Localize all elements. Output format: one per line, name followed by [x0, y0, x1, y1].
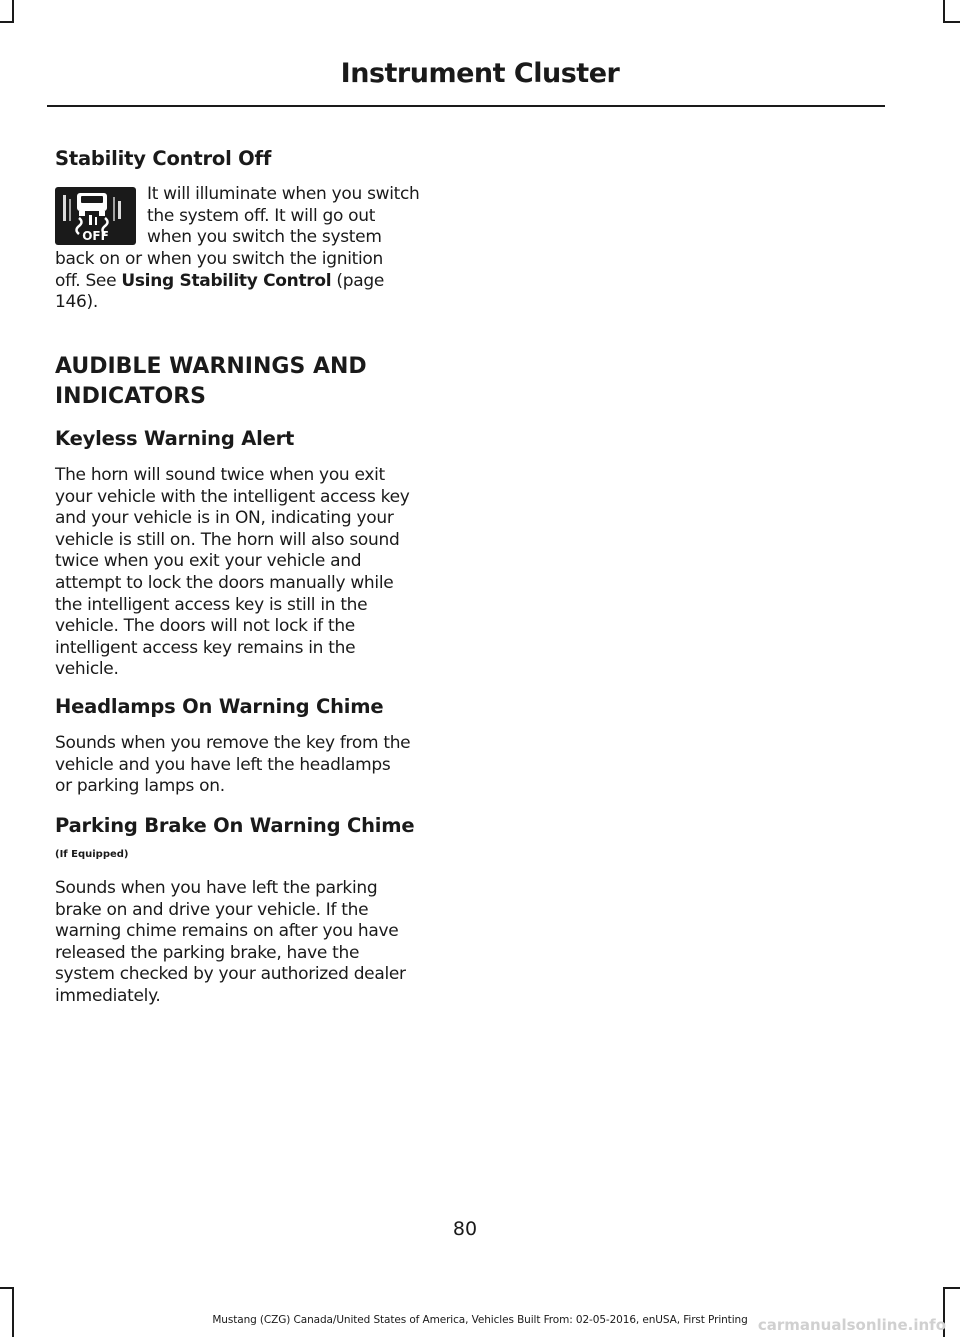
keyless-body — [55, 465, 447, 681]
page-number: 80 — [452, 1218, 478, 1240]
headlamps-body — [55, 733, 447, 798]
page-header-title: Instrument Cluster — [340, 58, 620, 89]
crop-mark-bottom-left-v — [12, 1287, 14, 1337]
crop-mark-bottom-right-h — [943, 1287, 960, 1289]
headlamps-heading: Headlamps On Warning Chime — [55, 695, 384, 718]
audible-heading-line-2: INDICATORS — [55, 384, 207, 409]
parking-line: Sounds when you have left the parking — [55, 878, 378, 898]
parking-heading: Parking Brake On Warning Chime — [55, 814, 415, 837]
watermark: carmanualsonline.info — [757, 1316, 946, 1334]
header-divider — [47, 105, 885, 107]
footer-text: Mustang (CZG) Canada/United States of America, Vehicles Built From: 02-05-2016, enUSA, First Printing — [212, 1314, 748, 1326]
stability-line-5 — [55, 271, 447, 293]
keyless-line: the intelligent access key is still in the — [55, 594, 368, 615]
stability-heading: Stability Control Off — [55, 147, 272, 170]
parking-line: released the parking brake, have the — [55, 942, 360, 963]
keyless-line: vehicle is still on. The horn will also sound — [55, 529, 400, 550]
crop-mark-top-right-v — [943, 0, 945, 22]
stability-ref-prefix: off. See — [55, 270, 122, 291]
parking-line: immediately. — [55, 985, 161, 1006]
headlamps-line: vehicle and you have left the headlamps — [55, 754, 391, 775]
crop-mark-top-left-v — [12, 0, 14, 22]
crop-mark-bottom-left-h — [0, 1287, 14, 1289]
crop-mark-top-right-h — [943, 21, 960, 23]
parking-if-equipped: (If Equipped) — [55, 849, 129, 860]
keyless-line: vehicle. — [55, 659, 119, 680]
keyless-line: The horn will sound twice when you exit — [55, 465, 385, 485]
stability-line-6: 146). — [55, 292, 98, 313]
parking-line: brake on and drive your vehicle. If the — [55, 899, 369, 920]
keyless-line: attempt to lock the doors manually while — [55, 572, 394, 593]
keyless-line: vehicle. The doors will not lock if the — [55, 616, 355, 637]
parking-section — [55, 813, 447, 839]
parking-note-wrap — [55, 849, 447, 860]
crop-mark-top-left-h — [0, 21, 14, 23]
headlamps-section — [55, 694, 447, 720]
parking-line: warning chime remains on after you have — [55, 921, 399, 942]
keyless-line: your vehicle with the intelligent access key — [55, 486, 410, 507]
headlamps-line: Sounds when you remove the key from the — [55, 733, 411, 753]
parking-line: system checked by your authorized dealer — [55, 964, 406, 985]
keyless-line: and your vehicle is in ON, indicating your — [55, 508, 394, 529]
headlamps-line: or parking lamps on. — [55, 776, 225, 797]
stability-line-3: when you switch the system — [147, 227, 382, 248]
stability-body-right — [147, 184, 452, 249]
keyless-line: twice when you exit your vehicle and — [55, 551, 362, 572]
stability-line-4: back on or when you switch the ignition — [55, 249, 383, 269]
keyless-line: intelligent access key remains in the — [55, 637, 356, 658]
keyless-heading: Keyless Warning Alert — [55, 427, 295, 450]
audible-heading-line-1: AUDIBLE WARNINGS AND — [55, 354, 367, 379]
stability-control-off-icon — [55, 187, 136, 245]
stability-line-2: the system off. It will go out — [147, 205, 376, 226]
keyless-section — [55, 426, 447, 452]
stability-body-full — [55, 249, 447, 314]
audible-section — [55, 352, 447, 412]
stability-icon-off-label: OFF — [82, 229, 109, 243]
using-stability-control-link[interactable]: Using Stability Control — [121, 270, 332, 291]
parking-body — [55, 878, 447, 1008]
stability-line-1: It will illuminate when you switch — [147, 184, 420, 204]
stability-ref-suffix: (page — [331, 270, 384, 291]
stability-heading-wrap — [55, 146, 447, 172]
